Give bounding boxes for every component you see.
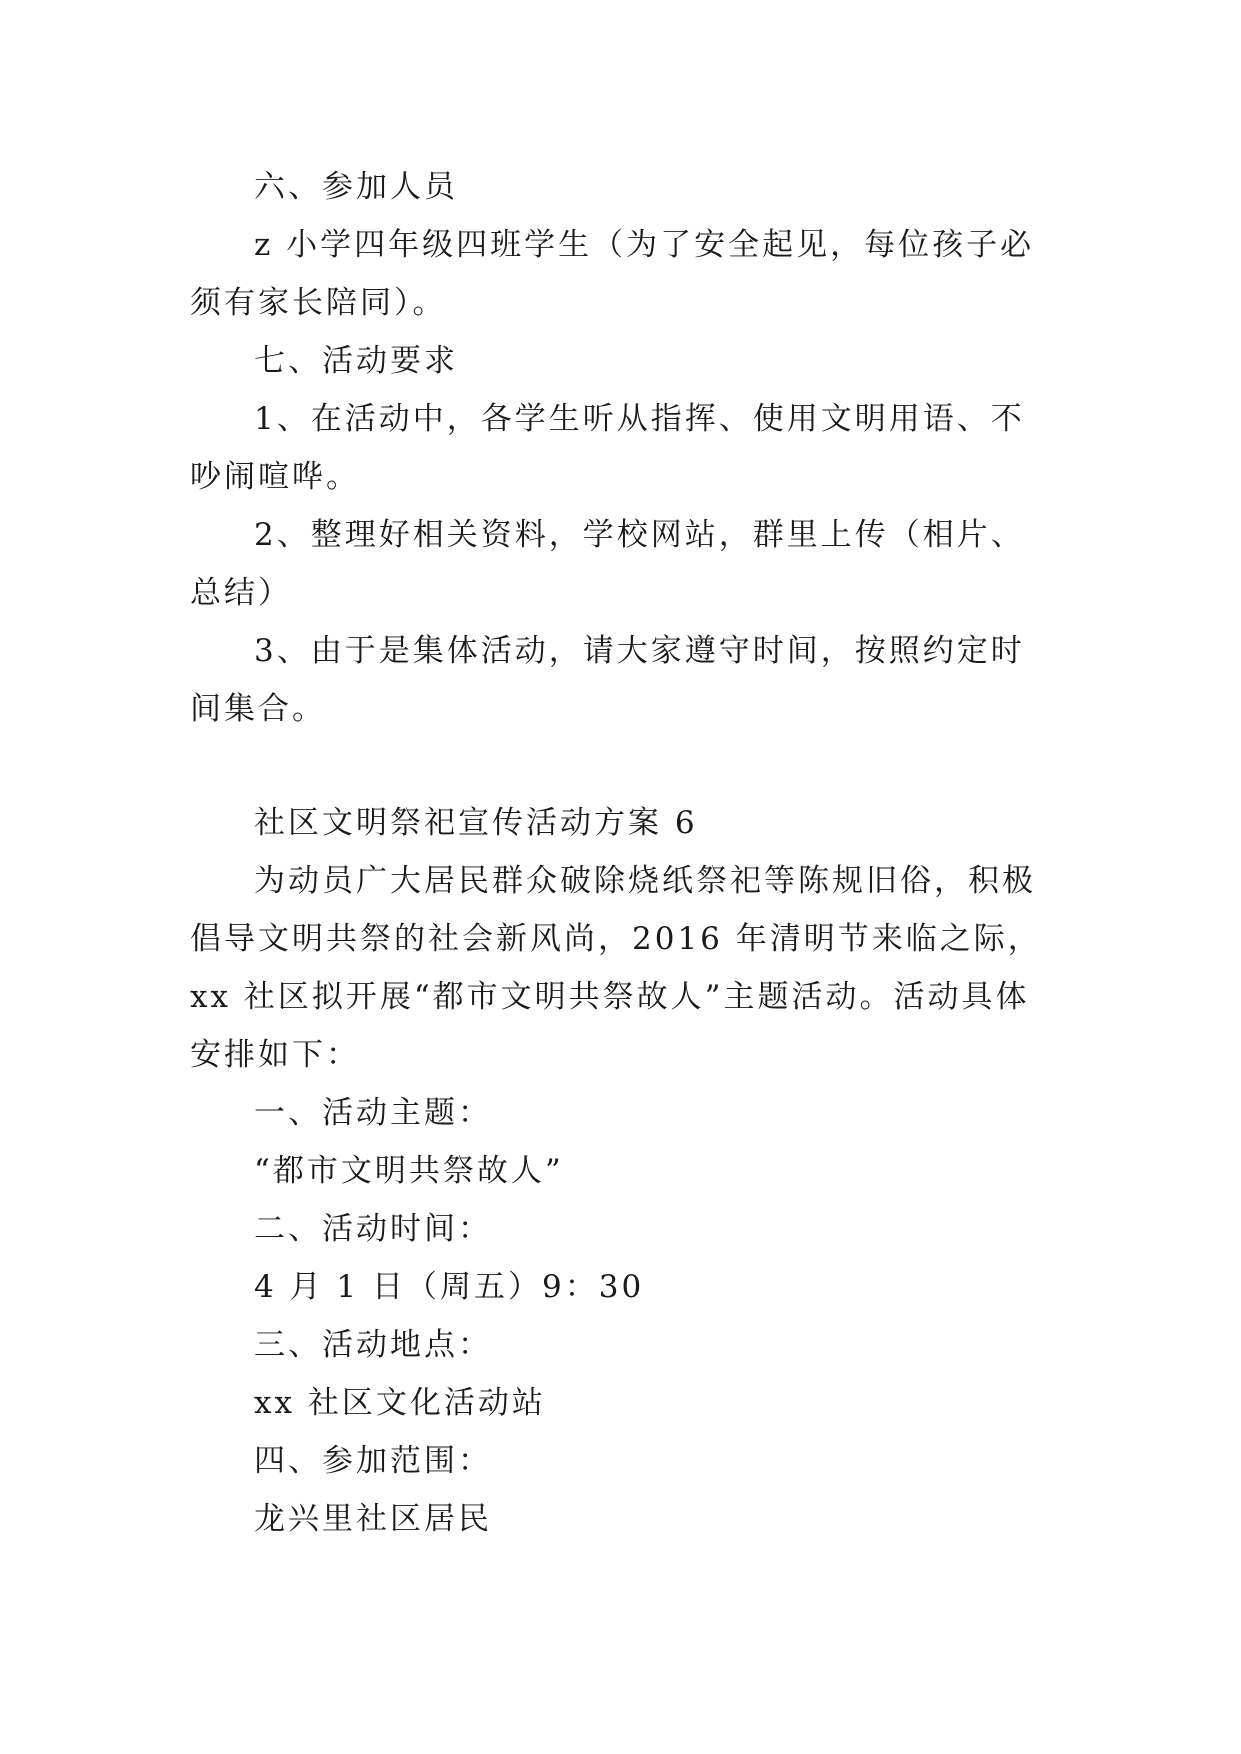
section-heading-scope: 四、参加范围： [254,1443,492,1479]
document-body [190,158,1050,1548]
paragraph-scope: 龙兴里社区居民 [254,1501,492,1537]
section-heading-participants: 六、参加人员 [254,169,458,205]
paragraph-time: 4 月 1 日（周五）9：30 [254,1269,645,1305]
requirement-item-3: 3、由于是集体活动，请大家遵守时间，按照约定时间集合。 [190,633,1025,727]
paragraph-theme: “都市文明共祭故人” [254,1153,564,1189]
section-heading-location: 三、活动地点： [254,1327,492,1363]
section-heading-requirements: 七、活动要求 [254,343,458,379]
paragraph-intro: 为动员广大居民群众破除烧纸祭祀等陈规旧俗，积极倡导文明共祭的社会新风尚，2016 年清明节来临之际，xx 社区拟开展“都市文明共祭故人”主题活动。活动具体安排如下： [190,863,1042,1073]
document-section-title: 社区文明祭祀宣传活动方案 6 [254,805,698,841]
requirement-item-1: 1、在活动中，各学生听从指挥、使用文明用语、不吵闹喧哗。 [190,401,1025,495]
paragraph-location: xx 社区文化活动站 [254,1385,546,1421]
requirement-item-2: 2、整理好相关资料，学校网站，群里上传（相片、总结） [190,517,1025,611]
section-spacer [190,738,1050,794]
section-heading-time: 二、活动时间： [254,1211,492,1247]
section-heading-theme: 一、活动主题： [254,1095,492,1131]
paragraph-participants: z 小学四年级四班学生（为了安全起见，每位孩子必须有家长陪同）。 [190,227,1035,321]
